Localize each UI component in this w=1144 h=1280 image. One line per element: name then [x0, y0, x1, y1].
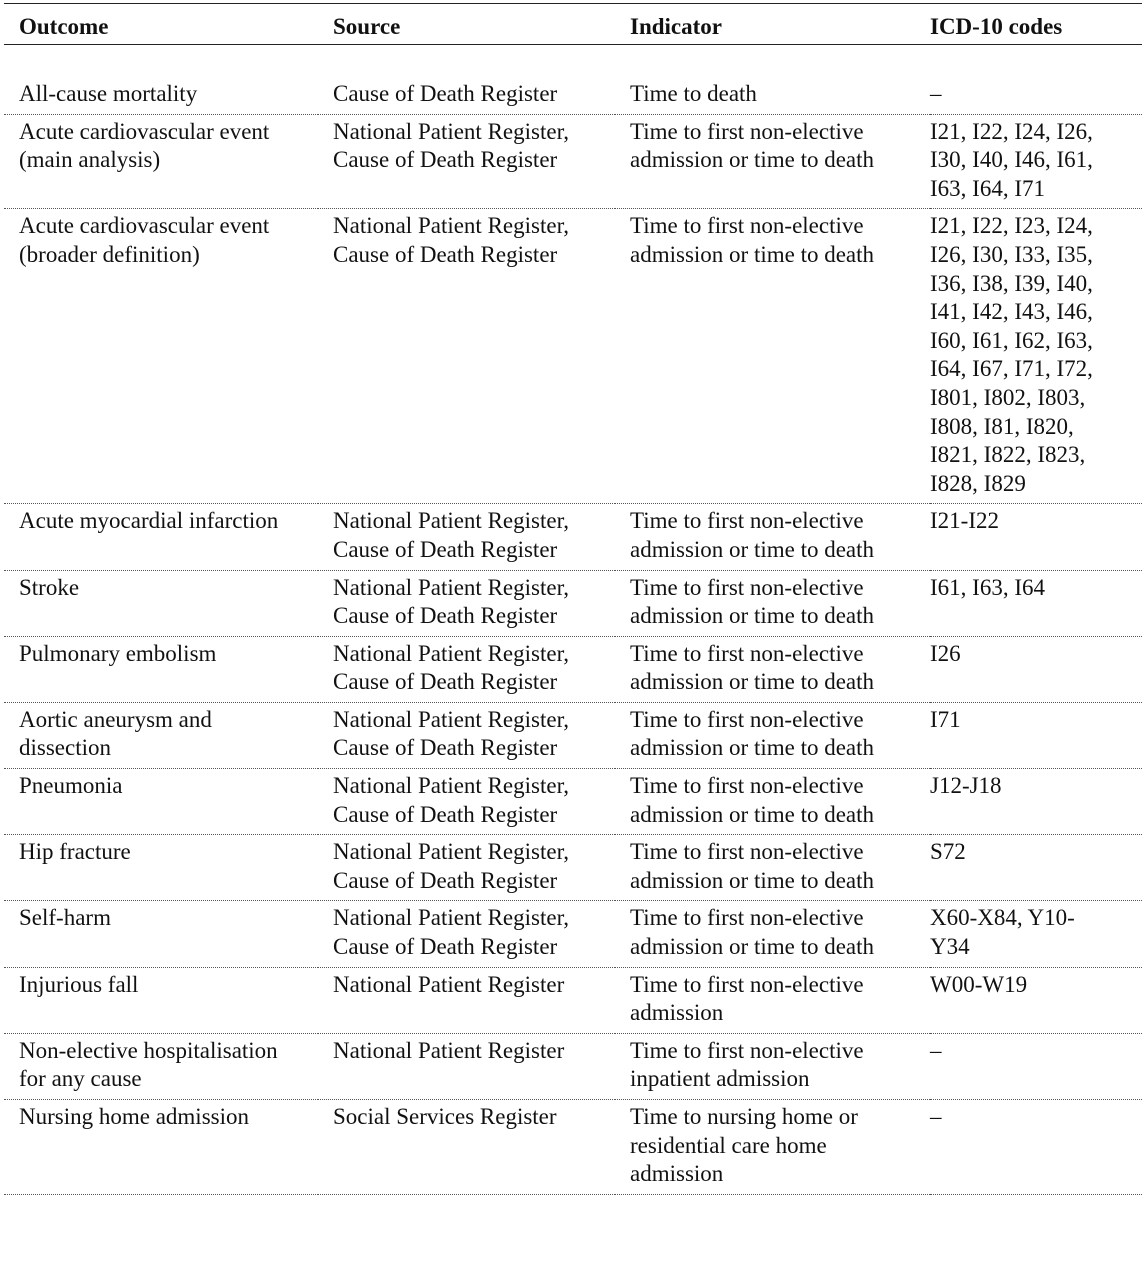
cell-icd10-codes-line: I63, I64, I71: [930, 175, 1045, 201]
table-row: [4, 636, 1142, 702]
header-source: Source: [318, 4, 615, 45]
cell-source-line: National Patient Register,: [333, 905, 570, 931]
table-row: [4, 114, 1142, 209]
cell-source-line: National Patient Register: [333, 971, 565, 997]
cell-icd10-codes-line: I36, I38, I39, I40,: [930, 270, 1093, 296]
cell-outcome: [4, 1100, 318, 1195]
cell-outcome: [4, 570, 318, 636]
cell-source-line: Cause of Death Register: [333, 603, 558, 629]
table-row: [4, 769, 1142, 835]
cell-icd10-codes: [930, 77, 1142, 114]
cell-source: [318, 835, 615, 901]
cell-outcome: [4, 77, 318, 114]
cell-indicator-line: admission or time to death: [630, 603, 875, 629]
cell-outcome: [4, 504, 318, 570]
table-row: [4, 1100, 1142, 1195]
cell-icd10-codes: [930, 702, 1142, 768]
cell-source-line: Cause of Death Register: [333, 81, 558, 106]
table-row: [4, 835, 1142, 901]
table-row: [4, 702, 1142, 768]
table-row: [4, 1033, 1142, 1099]
cell-icd10-codes-line: –: [930, 81, 942, 106]
cell-source: [318, 570, 615, 636]
cell-indicator-line: admission: [630, 1000, 724, 1026]
cell-indicator-line: admission: [630, 1161, 724, 1187]
cell-source: [318, 209, 615, 504]
cell-outcome: [4, 835, 318, 901]
cell-indicator-line: Time to first non-elective: [630, 706, 864, 732]
cell-source-line: Cause of Death Register: [333, 536, 558, 562]
cell-source: [318, 504, 615, 570]
cell-icd10-codes-line: –: [930, 1037, 942, 1063]
cell-icd10-codes-line: I26: [930, 640, 961, 666]
cell-outcome: [4, 1033, 318, 1099]
cell-outcome-line: All-cause mortality: [19, 81, 198, 106]
cell-indicator: [615, 835, 930, 901]
cell-indicator: [615, 209, 930, 504]
cell-icd10-codes: [930, 209, 1142, 504]
table-row: [4, 209, 1142, 504]
cell-outcome-line: dissection: [19, 735, 111, 761]
cell-indicator-line: Time to first non-elective: [630, 839, 864, 865]
cell-indicator-line: admission or time to death: [630, 867, 875, 893]
cell-source: [318, 901, 615, 967]
cell-icd10-codes: [930, 769, 1142, 835]
table-row: [4, 901, 1142, 967]
header-indicator: Indicator: [615, 4, 930, 45]
cell-icd10-codes-line: I808, I81, I820,: [930, 413, 1074, 439]
cell-indicator-line: admission or time to death: [630, 735, 875, 761]
cell-icd10-codes-line: I64, I67, I71, I72,: [930, 356, 1093, 382]
cell-source-line: Cause of Death Register: [333, 147, 558, 173]
cell-indicator-line: residential care home: [630, 1132, 827, 1158]
cell-indicator-line: admission or time to death: [630, 536, 875, 562]
cell-outcome-line: for any cause: [19, 1066, 142, 1092]
cell-indicator: [615, 901, 930, 967]
cell-indicator: [615, 114, 930, 209]
cell-source: [318, 114, 615, 209]
cell-outcome-line: (main analysis): [19, 147, 161, 173]
table-body: [4, 45, 1142, 1195]
table-row: [4, 967, 1142, 1033]
cell-indicator: [615, 504, 930, 570]
cell-outcome: [4, 636, 318, 702]
cell-source: [318, 1033, 615, 1099]
cell-outcome-line: Hip fracture: [19, 839, 131, 865]
cell-indicator: [615, 1100, 930, 1195]
cell-icd10-codes: [930, 1100, 1142, 1195]
cell-indicator-line: Time to first non-elective: [630, 773, 864, 799]
cell-indicator-line: admission or time to death: [630, 934, 875, 960]
cell-source: [318, 636, 615, 702]
cell-source-line: Cause of Death Register: [333, 735, 558, 761]
cell-outcome-line: Non-elective hospitalisation: [19, 1037, 278, 1063]
cell-outcome-line: Nursing home admission: [19, 1104, 249, 1129]
cell-source-line: National Patient Register,: [333, 118, 570, 144]
cell-icd10-codes-line: I821, I822, I823,: [930, 442, 1086, 468]
cell-icd10-codes-line: I41, I42, I43, I46,: [930, 299, 1093, 325]
cell-indicator: [615, 967, 930, 1033]
cell-icd10-codes-line: I828, I829: [930, 470, 1026, 496]
cell-outcome: [4, 967, 318, 1033]
cell-icd10-codes: [930, 570, 1142, 636]
header-spacer: [4, 45, 1142, 78]
cell-source: [318, 77, 615, 114]
cell-icd10-codes: [930, 114, 1142, 209]
cell-indicator: [615, 1033, 930, 1099]
cell-indicator-line: admission or time to death: [630, 801, 875, 827]
cell-outcome-line: Acute cardiovascular event: [19, 213, 270, 239]
cell-indicator-line: Time to first non-elective: [630, 905, 864, 931]
header-outcome: Outcome: [4, 4, 318, 45]
cell-indicator-line: Time to first non-elective: [630, 640, 864, 666]
cell-icd10-codes: [930, 967, 1142, 1033]
cell-outcome-line: Pulmonary embolism: [19, 640, 217, 666]
cell-icd10-codes-line: I61, I63, I64: [930, 574, 1045, 600]
cell-icd10-codes-line: I21-I22: [930, 508, 999, 534]
cell-outcome-line: (broader definition): [19, 241, 200, 267]
cell-outcome-line: Aortic aneurysm and: [19, 706, 212, 732]
cell-icd10-codes-line: S72: [930, 839, 966, 865]
cell-source: [318, 967, 615, 1033]
cell-source-line: National Patient Register,: [333, 508, 570, 534]
cell-icd10-codes: [930, 901, 1142, 967]
cell-source-line: Cause of Death Register: [333, 934, 558, 960]
cell-source-line: National Patient Register,: [333, 839, 570, 865]
cell-indicator-line: Time to first non-elective: [630, 118, 864, 144]
cell-icd10-codes-line: J12-J18: [930, 773, 1002, 799]
cell-icd10-codes-line: Y34: [930, 934, 970, 960]
cell-source-line: Cause of Death Register: [333, 867, 558, 893]
cell-source-line: National Patient Register,: [333, 574, 570, 600]
cell-icd10-codes-line: I30, I40, I46, I61,: [930, 147, 1093, 173]
cell-indicator: [615, 769, 930, 835]
cell-icd10-codes: [930, 504, 1142, 570]
cell-outcome: [4, 769, 318, 835]
cell-source: [318, 769, 615, 835]
cell-source-line: National Patient Register: [333, 1037, 565, 1063]
cell-icd10-codes-line: W00-W19: [930, 971, 1028, 997]
cell-icd10-codes-line: I26, I30, I33, I35,: [930, 241, 1093, 267]
cell-outcome: [4, 702, 318, 768]
header-row: [4, 4, 1142, 45]
cell-indicator: [615, 77, 930, 114]
table-row: [4, 570, 1142, 636]
cell-source-line: National Patient Register,: [333, 773, 570, 799]
cell-indicator-line: Time to nursing home or: [630, 1104, 858, 1129]
cell-indicator-line: admission or time to death: [630, 241, 875, 267]
cell-outcome-line: Self-harm: [19, 905, 111, 931]
cell-outcome-line: Injurious fall: [19, 971, 139, 997]
cell-source-line: National Patient Register,: [333, 640, 570, 666]
cell-outcome: [4, 901, 318, 967]
cell-indicator-line: admission or time to death: [630, 669, 875, 695]
cell-indicator-line: Time to first non-elective: [630, 574, 864, 600]
cell-outcome-line: Acute myocardial infarction: [19, 508, 279, 534]
cell-indicator: [615, 636, 930, 702]
cell-source-line: Cause of Death Register: [333, 241, 558, 267]
cell-indicator-line: Time to death: [630, 81, 757, 106]
table-header: [4, 4, 1142, 45]
cell-icd10-codes: [930, 1033, 1142, 1099]
cell-indicator-line: admission or time to death: [630, 147, 875, 173]
cell-outcome-line: Acute cardiovascular event: [19, 118, 270, 144]
cell-icd10-codes-line: X60-X84, Y10-: [930, 905, 1075, 931]
table-row: [4, 504, 1142, 570]
header-icd10-codes: ICD-10 codes: [930, 4, 1142, 45]
cell-source-line: Social Services Register: [333, 1104, 557, 1129]
cell-source-line: National Patient Register,: [333, 706, 570, 732]
cell-icd10-codes-line: I60, I61, I62, I63,: [930, 327, 1093, 353]
table-row: [4, 77, 1142, 114]
cell-icd10-codes: [930, 636, 1142, 702]
cell-indicator: [615, 570, 930, 636]
outcomes-table: [4, 3, 1142, 1195]
cell-source-line: National Patient Register,: [333, 213, 570, 239]
cell-icd10-codes-line: I71: [930, 706, 961, 732]
cell-indicator-line: inpatient admission: [630, 1066, 810, 1092]
cell-indicator-line: Time to first non-elective: [630, 508, 864, 534]
cell-icd10-codes-line: I801, I802, I803,: [930, 384, 1086, 410]
cell-indicator-line: Time to first non-elective: [630, 1037, 864, 1063]
cell-indicator-line: Time to first non-elective: [630, 971, 864, 997]
cell-outcome-line: Pneumonia: [19, 773, 123, 799]
cell-source-line: Cause of Death Register: [333, 801, 558, 827]
cell-icd10-codes: [930, 835, 1142, 901]
cell-outcome: [4, 114, 318, 209]
cell-source: [318, 1100, 615, 1195]
cell-icd10-codes-line: –: [930, 1104, 942, 1129]
cell-indicator: [615, 702, 930, 768]
cell-outcome: [4, 209, 318, 504]
cell-source-line: Cause of Death Register: [333, 669, 558, 695]
cell-source: [318, 702, 615, 768]
cell-icd10-codes-line: I21, I22, I24, I26,: [930, 118, 1093, 144]
cell-outcome-line: Stroke: [19, 574, 80, 600]
cell-indicator-line: Time to first non-elective: [630, 213, 864, 239]
cell-icd10-codes-line: I21, I22, I23, I24,: [930, 213, 1093, 239]
